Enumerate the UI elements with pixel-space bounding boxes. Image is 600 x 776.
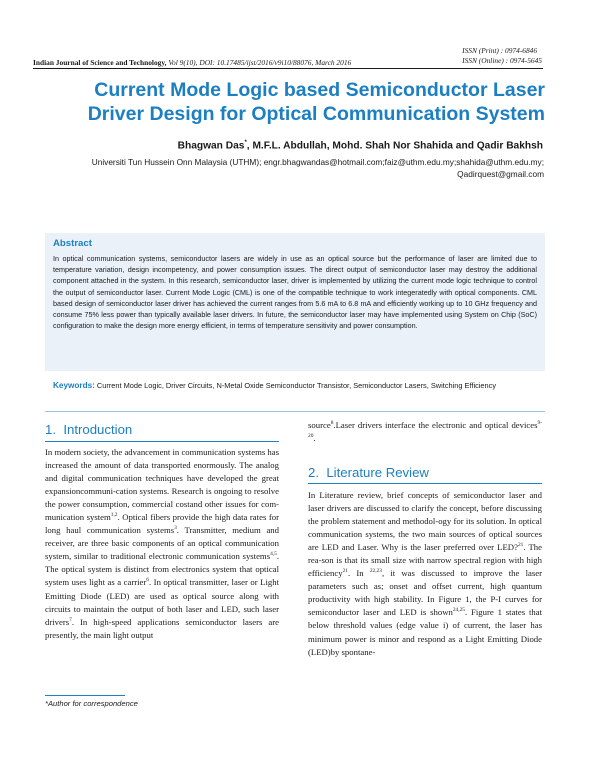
text-run: In Literature review, brief concepts of semiconductor laser and laser drivers are discussed to clarify the concept, before discussing the problem statement and methodol-ogy for its solution. In optical communication systems, the two main sources of optical sources are LED and Laser. Why is the laser preferred over LED? <box>308 490 542 553</box>
author-list <box>178 140 543 151</box>
abstract-box <box>45 233 545 371</box>
journal-volume: Vol 9(10), <box>168 58 198 67</box>
footnote-rule <box>45 695 125 696</box>
text-run: , it was discussed to improve the laser parameters such as; onset and offset current, high quantum productivity with high stability. In Figure 1, the P-I curves for semiconductor laser and LED is shown <box>308 568 542 618</box>
journal-doi: DOI: 10.17485/ijst/2016/v9i10/88076, <box>199 58 314 67</box>
text-run: . In <box>347 568 370 579</box>
affiliation: Universiti Tun Hussein Onn Malaysia (UTHM); engr.bhagwandas@hotmail.com;faiz@uthm.edu.my;shahida@uthm.edu.my; Qadirquest@gmail.com <box>91 157 544 179</box>
citation: 7 <box>69 616 72 623</box>
citation: 1,2 <box>110 512 118 519</box>
issn-online: ISSN (Online) : 0974-5645 <box>462 56 542 65</box>
text-run: . <box>313 433 316 444</box>
keywords <box>53 380 541 392</box>
issn-block <box>462 46 542 66</box>
paper-title: Current Mode Logic based Semiconductor Laser Driver Design for Optical Communication System <box>87 79 545 125</box>
citation: 24,25 <box>452 607 465 614</box>
citation: 4,5 <box>270 551 277 558</box>
journal-citation <box>33 58 351 67</box>
keywords-label: Keywords: <box>53 381 95 390</box>
author-rest: , M.F.L. Abdullah, Mohd. Shah Nor Shahida and Qadir Bakhsh <box>246 140 543 152</box>
text-run: . Transmitter, medium and receiver, are three basic components of an optical communication system, similar to traditional electronic communication systems <box>45 525 279 562</box>
citation: 3 <box>174 525 177 532</box>
citation: 21 <box>517 542 524 549</box>
intro-paragraph <box>45 446 279 642</box>
text-run: . In optical transmitter, laser or Light Emitting Diode (LED) are used as optical source along with circuits to maintain the output of both laser and LED, such laser drivers <box>45 577 279 627</box>
abstract-heading: Abstract <box>53 238 92 249</box>
text-run: . The rea-son is that its small size with narrow spectral region with high efficiency <box>308 542 542 579</box>
section-number: 1. <box>45 422 56 437</box>
citation: 22,23 <box>369 568 382 575</box>
literature-paragraph <box>308 489 542 659</box>
citation: 6 <box>146 577 149 584</box>
text-run: . Optical fibers provide the high data rates for long haul communication systems <box>45 512 279 536</box>
citation: 8 <box>330 420 334 427</box>
section-title: Introduction <box>63 422 133 437</box>
header-rule <box>33 68 543 69</box>
text-run: . The optical system is distinct from electronics system that optical system uses light as a carrier <box>45 551 279 588</box>
text-run: .Laser drivers interface the electronic and optical devices <box>333 420 538 430</box>
intro-continuation <box>308 419 542 445</box>
corresponding-mark: * <box>244 140 247 146</box>
footnote: *Author for correspondence <box>45 699 138 708</box>
section-heading-literature-review <box>308 465 429 480</box>
citation: 21 <box>342 568 348 575</box>
section-number: 2. <box>308 465 319 480</box>
section-rule <box>45 441 279 442</box>
keywords-rule <box>45 411 545 412</box>
section-heading-introduction <box>45 422 132 437</box>
abstract-text: In optical communication systems, semiconductor lasers are widely in use as an optical source but the performance of laser are limited due to temperature variation, design incompetency, and power consumption issues. The direct output of semiconductor laser may destroy the additional component attached in the system. In this research, semiconductor laser, driver is implemented by utilizing the current mode logic technique to control the output of semiconductor laser. Current Mode Logic (CML) is one of the compatible technique to work integeratedly with optical components. CML based design of semiconductor laser driver has achieved the current ranges from 5.6 mA to 6.8 mA and efficiently working up to 10 GHz frequency and consume 75% less power than typically available laser drivers. In future, the semiconductor laser may have implemented using System on Chip (SoC) configuration to make the design more energy efficient, in terms of temperature sensitivity and power consumption. <box>53 254 537 331</box>
issn-print: ISSN (Print) : 0974-6846 <box>462 46 538 55</box>
section-title: Literature Review <box>326 465 429 480</box>
text-run: In modern society, the advancement in communication systems has increased the amount of data transported enormously. The analog and digital communication techniques have developed the great expansioncommuni-cation systems. Research is ongoing to resolve the power consumption, commercial costand other issues for com-munication system <box>45 447 279 523</box>
citation: 9-20 <box>308 420 542 440</box>
journal-date: March 2016 <box>315 58 352 67</box>
text-run: source <box>308 420 331 430</box>
journal-name: Indian Journal of Science and Technology, <box>33 58 167 67</box>
section-rule <box>308 483 542 484</box>
author-first: Bhagwan Das <box>177 140 245 152</box>
text-run: . Figure 1 states that below threshold values (edge value i) of current, the laser has minimum power is minor and respond as a Light Emitting Diode (LED)by spontane- <box>308 607 542 657</box>
keywords-text: Current Mode Logic, Driver Circuits, N-Metal Oxide Semiconductor Transistor, Semiconductor Lasers, Switching Efficiency <box>96 381 497 390</box>
text-run: . In high-speed applications semiconductor lasers are presently, the main light output <box>45 616 279 640</box>
